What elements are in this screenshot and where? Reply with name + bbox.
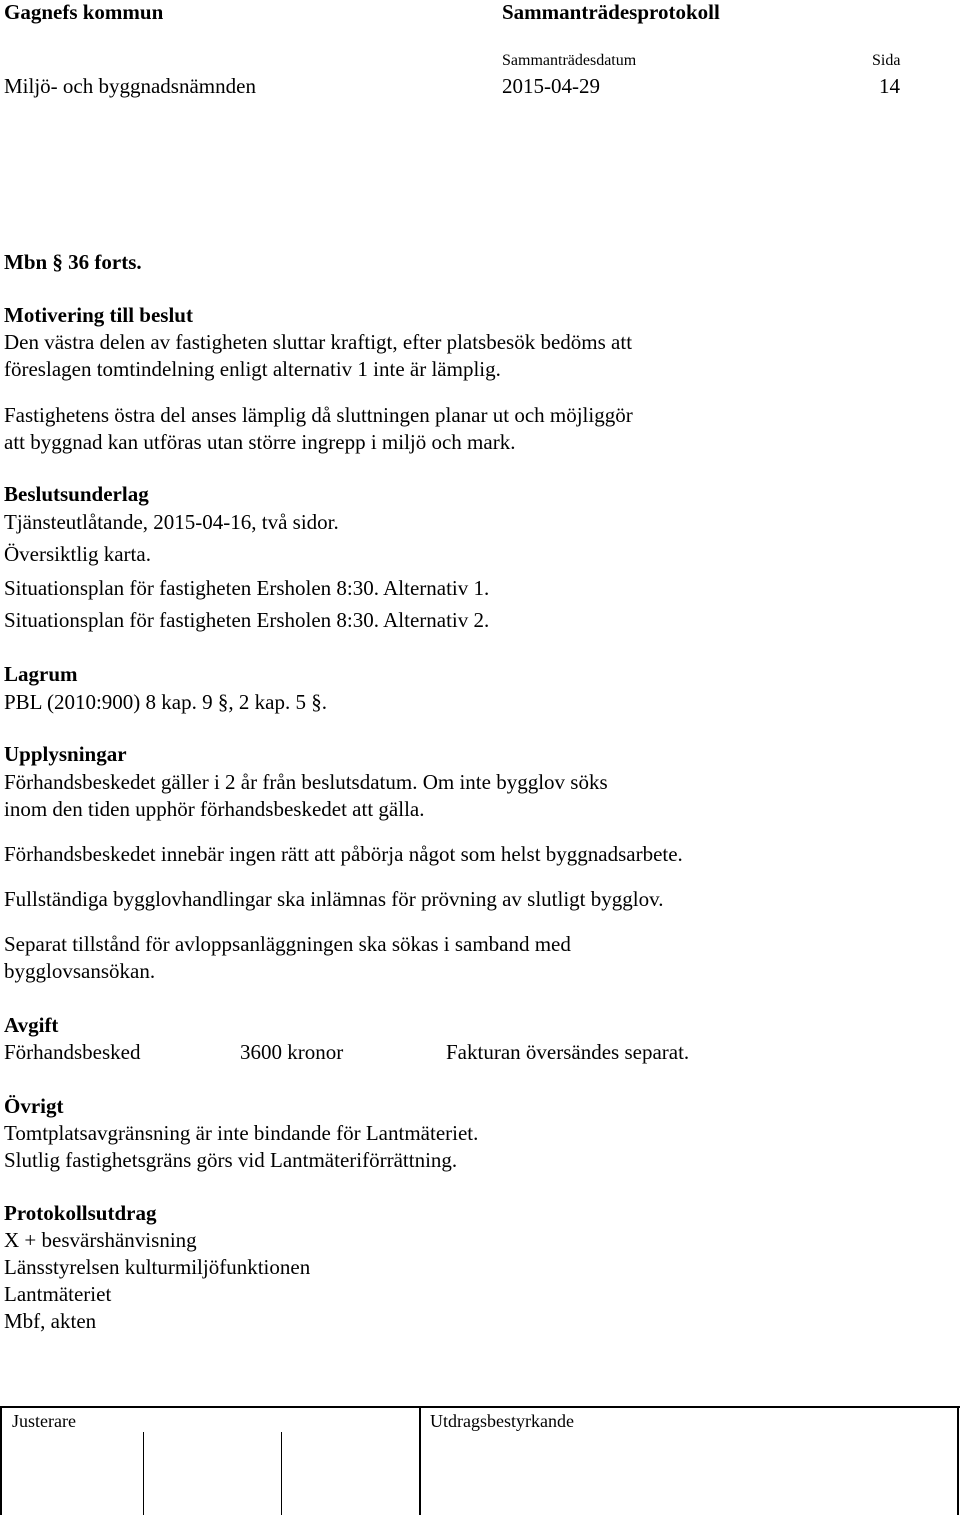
ovrigt-heading: Övrigt: [4, 1094, 64, 1118]
ovrigt-line: Slutlig fastighetsgräns görs vid Lantmäteriförrättning.: [4, 1148, 458, 1172]
utdragsbestyrkande-label: Utdragsbestyrkande: [430, 1411, 574, 1431]
protokollsutdrag-heading: Protokollsutdrag: [4, 1201, 157, 1225]
lagrum-text: PBL (2010:900) 8 kap. 9 §, 2 kap. 5 §.: [4, 690, 327, 714]
beslutsunderlag-item: Situationsplan för fastigheten Ersholen 8:30. Alternativ 2.: [4, 608, 490, 632]
page-number: 14: [879, 74, 900, 98]
footer-top-rule: [0, 1406, 960, 1408]
ovrigt-line: Tomtplatsavgränsning är inte bindande för Lantmäteriet.: [4, 1121, 479, 1145]
upplysningar-line: Förhandsbeskedet innebär ingen rätt att påbörja något som helst byggnadsarbete.: [4, 842, 683, 866]
motivering-heading: Motivering till beslut: [4, 303, 193, 327]
upplysningar-line: Förhandsbeskedet gäller i 2 år från beslutsdatum. Om inte bygglov söks: [4, 770, 608, 794]
page-label: Sida: [872, 52, 901, 69]
protokollsutdrag-item: Lantmäteriet: [4, 1282, 112, 1306]
protokollsutdrag-item: X + besvärshänvisning: [4, 1228, 197, 1252]
meeting-date: 2015-04-29: [502, 74, 600, 98]
signature-cell-divider: [143, 1432, 144, 1515]
motivering-line: Den västra delen av fastigheten sluttar kraftigt, efter platsbesök bedöms att: [4, 330, 633, 354]
motivering-line: att byggnad kan utföras utan större ingrepp i miljö och mark.: [4, 430, 516, 454]
lagrum-heading: Lagrum: [4, 662, 78, 686]
avgift-note: Fakturan översändes separat.: [446, 1040, 690, 1064]
avgift-heading: Avgift: [4, 1013, 59, 1037]
date-label: Sammanträdesdatum: [502, 52, 637, 69]
upplysningar-line: Separat tillstånd för avloppsanläggningen ska sökas i samband med: [4, 932, 571, 956]
doc-type: Sammanträdesprotokoll: [502, 0, 720, 24]
beslutsunderlag-item: Situationsplan för fastigheten Ersholen 8:30. Alternativ 1.: [4, 576, 490, 600]
org-name: Gagnefs kommun: [4, 0, 164, 24]
beslutsunderlag-item: Tjänsteutlåtande, 2015-04-16, två sidor.: [4, 510, 339, 534]
case-title: Mbn § 36 forts.: [4, 250, 142, 274]
beslutsunderlag-heading: Beslutsunderlag: [4, 482, 149, 506]
footer-divider: [419, 1408, 421, 1515]
protokollsutdrag-item: Länsstyrelsen kulturmiljöfunktionen: [4, 1255, 311, 1279]
motivering-line: föreslagen tomtindelning enligt alternativ 1 inte är lämplig.: [4, 357, 501, 381]
avgift-label: Förhandsbesked: [4, 1040, 141, 1064]
upplysningar-line: bygglovsansökan.: [4, 959, 156, 983]
protokollsutdrag-item: Mbf, akten: [4, 1309, 97, 1333]
footer-divider: [0, 1408, 2, 1515]
committee-name: Miljö- och byggnadsnämnden: [4, 74, 256, 98]
upplysningar-heading: Upplysningar: [4, 742, 127, 766]
signature-cell-divider: [281, 1432, 282, 1515]
footer-divider: [957, 1408, 959, 1515]
upplysningar-line: inom den tiden upphör förhandsbeskedet att gälla.: [4, 797, 425, 821]
motivering-line: Fastighetens östra del anses lämplig då sluttningen planar ut och möjliggör: [4, 403, 633, 427]
avgift-amount: 3600 kronor: [240, 1040, 344, 1064]
upplysningar-line: Fullständiga bygglovhandlingar ska inlämnas för prövning av slutligt bygglov.: [4, 887, 664, 911]
beslutsunderlag-item: Översiktlig karta.: [4, 542, 151, 566]
justerare-label: Justerare: [12, 1411, 76, 1431]
